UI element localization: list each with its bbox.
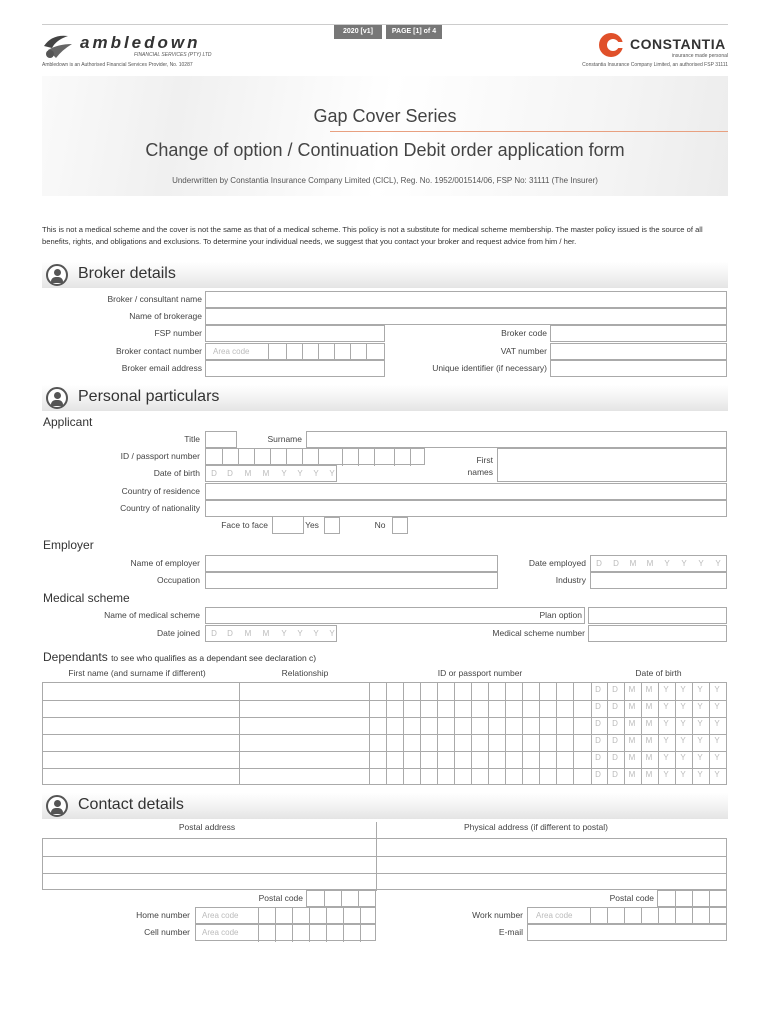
label-brokerage: Name of brokerage (129, 311, 202, 321)
date-placeholder-char: D (612, 685, 618, 694)
grid-divider (410, 449, 411, 466)
nationality-input[interactable] (205, 500, 727, 517)
form-title: Change of option / Continuation Debit order application form (145, 140, 625, 160)
grid-divider (360, 925, 361, 942)
dependants-heading (43, 650, 316, 664)
date-placeholder-char: Y (697, 702, 703, 711)
grid-divider (658, 682, 659, 784)
date-placeholder-char: Y (329, 629, 335, 638)
label-physical-code: Postal code (609, 893, 654, 903)
date-placeholder-char: Y (680, 770, 686, 779)
grid-divider (43, 873, 726, 874)
grid-divider (358, 449, 359, 466)
grid-divider (692, 682, 693, 784)
industry-input[interactable] (590, 572, 727, 589)
work-input[interactable]: Area code (527, 907, 727, 924)
date-placeholder-char: M (645, 685, 653, 694)
grid-divider (292, 925, 293, 942)
occupation-input[interactable] (205, 572, 498, 589)
broker-section-header (42, 262, 728, 288)
grid-divider (675, 891, 676, 908)
grid-divider (539, 683, 540, 785)
grid-divider (302, 449, 303, 466)
grid-divider (573, 683, 574, 785)
grid-divider (286, 344, 287, 361)
grid-divider (302, 344, 303, 361)
date-placeholder-char: M (646, 559, 654, 568)
medical-heading: Medical scheme (43, 591, 130, 605)
no-checkbox[interactable] (392, 517, 408, 534)
grid-divider (607, 682, 608, 784)
date-placeholder-char: Y (714, 753, 720, 762)
grid-divider (343, 925, 344, 942)
date-placeholder-char: D (595, 719, 601, 728)
first-names-input[interactable] (497, 448, 727, 482)
series-title: Gap Cover Series (313, 106, 457, 126)
date-placeholder-char: Y (714, 702, 720, 711)
grid-divider (341, 891, 342, 908)
applicant-heading: Applicant (43, 415, 93, 429)
grid-divider (692, 891, 693, 908)
grid-divider (326, 908, 327, 925)
label-no: No (374, 520, 386, 530)
label-fsp: FSP number (154, 328, 202, 338)
grid-divider (360, 908, 361, 925)
label-residence: Country of residence (121, 486, 200, 496)
date-placeholder-char: D (612, 702, 618, 711)
vat-input[interactable] (550, 343, 727, 360)
date-placeholder-char: M (628, 702, 636, 711)
person-icon (46, 387, 68, 409)
id-input[interactable] (205, 448, 425, 465)
personal-section-header (42, 385, 728, 411)
grid-divider (222, 449, 223, 466)
date-placeholder-char: Y (697, 736, 703, 745)
address-block[interactable] (42, 838, 727, 890)
date-placeholder-char: D (595, 736, 601, 745)
label-contact: Broker contact number (116, 346, 202, 356)
date-placeholder-char: Y (680, 719, 686, 728)
date-placeholder-char: D (612, 770, 618, 779)
broker-icon (46, 264, 68, 286)
residence-input[interactable] (205, 483, 727, 500)
date-placeholder-char: Y (714, 736, 720, 745)
col-first-name: First name (and surname if different) (68, 668, 206, 678)
scheme-number-input[interactable] (588, 625, 727, 642)
grid-divider (403, 683, 404, 785)
grid-divider (343, 908, 344, 925)
employer-input[interactable] (205, 555, 498, 572)
grid-divider (658, 908, 659, 925)
grid-divider (420, 683, 421, 785)
grid-divider (318, 449, 319, 466)
grid-divider (270, 449, 271, 466)
grid-divider (624, 908, 625, 925)
grid-divider (641, 682, 642, 784)
broker-code-input[interactable] (550, 325, 727, 342)
grid-divider (709, 908, 710, 925)
grid-divider (437, 683, 438, 785)
date-placeholder-char: M (628, 719, 636, 728)
date-placeholder-char: Y (697, 685, 703, 694)
broker-email-input[interactable] (205, 360, 385, 377)
label-joined: Date joined (156, 628, 200, 638)
label-employer: Name of employer (130, 558, 200, 568)
date-placeholder-char: Y (664, 559, 670, 568)
grid-divider (675, 682, 676, 784)
ambledown-mark-icon (42, 32, 76, 60)
date-placeholder-char: Y (297, 629, 303, 638)
date-placeholder-char: D (613, 559, 619, 568)
date-placeholder-char: Y (715, 559, 721, 568)
date-placeholder-char: Y (313, 469, 319, 478)
grid-divider (318, 344, 319, 361)
date-placeholder-char: Y (680, 753, 686, 762)
date-placeholder-char: Y (697, 753, 703, 762)
constantia-mark-icon (598, 32, 626, 58)
date-placeholder-char: M (645, 753, 653, 762)
contact-email-input[interactable] (527, 924, 727, 941)
grid-divider (505, 683, 506, 785)
title-rule (330, 131, 728, 132)
broker-title: Broker details (78, 265, 176, 282)
grid-divider (624, 682, 625, 784)
label-surname: Surname (267, 434, 302, 444)
date-placeholder-char: M (645, 770, 653, 779)
date-placeholder-char: M (262, 469, 270, 478)
date-placeholder-char: Y (680, 685, 686, 694)
date-placeholder-char: Y (663, 685, 669, 694)
date-placeholder-char: D (612, 719, 618, 728)
grid-divider (675, 908, 676, 925)
date-placeholder-char: Y (313, 629, 319, 638)
ambledown-logo (42, 30, 242, 64)
label-date-employed: Date employed (528, 558, 586, 568)
label-consultant: Broker / consultant name (107, 294, 202, 304)
label-first: First (476, 455, 493, 465)
title-input[interactable] (205, 431, 237, 448)
date-placeholder-char: Y (714, 685, 720, 694)
col-id: ID or passport number (437, 668, 523, 678)
label-postal: Postal address (178, 822, 236, 832)
date-placeholder-char: M (262, 629, 270, 638)
grid-divider (394, 449, 395, 466)
date-placeholder-char: M (244, 469, 252, 478)
postal-code-input[interactable] (306, 890, 376, 907)
date-placeholder-char: Y (680, 702, 686, 711)
label-face: Face to face (221, 520, 268, 530)
date-placeholder-char: Y (714, 719, 720, 728)
contact-section-header (42, 793, 728, 819)
label-title: Title (184, 434, 200, 444)
date-placeholder-char: M (628, 736, 636, 745)
grid-divider (43, 856, 726, 857)
constantia-logo (598, 32, 728, 62)
date-placeholder-char: M (244, 629, 252, 638)
label-uid: Unique identifier (if necessary) (432, 363, 547, 373)
dependants-title: Dependants (43, 650, 108, 664)
grid-divider (258, 908, 259, 925)
personal-title: Personal particulars (78, 388, 220, 405)
consultant-input[interactable] (205, 291, 727, 308)
disclaimer: This is not a medical scheme and the cover is not the same as that of a medical scheme. This policy is not a substitute for medical scheme membership. The master policy issued is the source of all benefits, rights, and obligations and exclusions. To determine your individual needs, we suggest that you contact your broker and request advice from him / her. (42, 225, 703, 246)
grid-divider (556, 683, 557, 785)
date-placeholder-char: M (645, 736, 653, 745)
date-placeholder-char: Y (698, 559, 704, 568)
grid-divider (376, 822, 377, 891)
date-placeholder-char: D (612, 736, 618, 745)
label-scheme-number: Medical scheme number (492, 628, 585, 638)
label-home: Home number (136, 910, 190, 920)
grid-divider (342, 449, 343, 466)
date-placeholder-char: Y (681, 559, 687, 568)
grid-divider (709, 891, 710, 908)
date-placeholder-char: Y (697, 719, 703, 728)
underwritten-text: Underwritten by Constantia Insurance Company Limited (CICL), Reg. No. 1952/001514/06, FSP No: 31111 (The Insurer) (172, 176, 598, 185)
grid-divider (292, 908, 293, 925)
constantia-tag: insurance made personal (671, 53, 728, 59)
date-employed-input[interactable] (590, 555, 727, 572)
ambledown-fsp: Ambledown is an Authorised Financial Services Provider, No. 10287 (42, 62, 193, 68)
label-vat: VAT number (500, 346, 547, 356)
constantia-fsp: Constantia Insurance Company Limited, an authorised FSP 31111 (582, 62, 728, 68)
surname-input[interactable] (306, 431, 727, 448)
grid-divider (692, 908, 693, 925)
brokerage-input[interactable] (205, 308, 727, 325)
cell-input[interactable]: Area code (195, 924, 376, 941)
joined-input[interactable] (205, 625, 337, 642)
date-placeholder-char: D (612, 753, 618, 762)
date-placeholder-char: M (628, 770, 636, 779)
top-rule (42, 24, 728, 25)
grid-divider (607, 908, 608, 925)
label-cell: Cell number (144, 927, 190, 937)
date-placeholder-char: D (596, 559, 602, 568)
grid-divider (238, 449, 239, 466)
date-placeholder-char: D (595, 770, 601, 779)
label-work: Work number (472, 910, 523, 920)
date-placeholder-char: Y (297, 469, 303, 478)
date-placeholder-char: Y (663, 736, 669, 745)
date-placeholder-char: M (628, 685, 636, 694)
label-yes: Yes (305, 520, 319, 530)
fsp-input[interactable] (205, 325, 385, 342)
label-postal-code: Postal code (258, 893, 303, 903)
date-placeholder-char: D (227, 629, 233, 638)
grid-divider (309, 908, 310, 925)
grid-divider (522, 683, 523, 785)
grid-divider (386, 683, 387, 785)
date-placeholder-char: D (211, 469, 217, 478)
employer-heading: Employer (43, 538, 94, 552)
date-placeholder-char: Y (714, 770, 720, 779)
ambledown-name: ambledown (80, 33, 201, 52)
date-placeholder-char: M (628, 753, 636, 762)
col-relationship: Relationship (281, 668, 329, 678)
dependants-dob-cells (590, 682, 727, 785)
date-placeholder-char: D (595, 685, 601, 694)
date-placeholder-char: Y (697, 770, 703, 779)
date-placeholder-char: Y (663, 770, 669, 779)
contact-input[interactable] (205, 343, 385, 360)
date-placeholder-char: M (645, 702, 653, 711)
contact-icon (46, 795, 68, 817)
date-placeholder-char: M (629, 559, 637, 568)
grid-divider (374, 449, 375, 466)
date-placeholder-char: Y (663, 719, 669, 728)
label-names: names (467, 467, 493, 477)
grid-divider (275, 908, 276, 925)
date-placeholder-char: Y (281, 629, 287, 638)
grid-divider (239, 683, 240, 785)
physical-code-input[interactable] (657, 890, 727, 907)
dob-input[interactable] (205, 465, 337, 482)
label-nationality: Country of nationality (120, 503, 200, 513)
grid-divider (369, 683, 370, 785)
grid-divider (454, 683, 455, 785)
grid-divider (268, 344, 269, 361)
date-placeholder-char: Y (663, 702, 669, 711)
label-email: Broker email address (121, 363, 202, 373)
date-placeholder-char: D (211, 629, 217, 638)
grid-divider (326, 925, 327, 942)
label-industry: Industry (555, 575, 586, 585)
grid-divider (324, 891, 325, 908)
contact-title: Contact details (78, 796, 184, 813)
grid-divider (350, 344, 351, 361)
grid-divider (709, 682, 710, 784)
date-placeholder-char: M (645, 719, 653, 728)
yes-checkbox[interactable] (324, 517, 340, 534)
date-placeholder-char: Y (663, 753, 669, 762)
page-badge: PAGE [1] of 4 (386, 25, 442, 39)
grid-divider (358, 891, 359, 908)
grid-divider (254, 449, 255, 466)
grid-divider (275, 925, 276, 942)
label-id: ID / passport number (120, 451, 200, 461)
col-dob: Date of birth (635, 668, 682, 678)
label-physical: Physical address (if different to postal) (464, 822, 608, 832)
grid-divider (471, 683, 472, 785)
grid-divider (258, 925, 259, 942)
plan-input[interactable] (588, 607, 727, 624)
uid-input[interactable] (550, 360, 727, 377)
date-placeholder-char: Y (680, 736, 686, 745)
label-broker-code: Broker code (501, 328, 547, 338)
date-placeholder-char: D (595, 702, 601, 711)
date-placeholder-char: D (595, 753, 601, 762)
label-dob: Date of birth (153, 468, 200, 478)
grid-divider (488, 683, 489, 785)
grid-divider (309, 925, 310, 942)
date-placeholder-char: Y (329, 469, 335, 478)
date-placeholder-char: Y (281, 469, 287, 478)
grid-divider (366, 344, 367, 361)
label-plan: Plan option (539, 610, 582, 620)
label-scheme-name: Name of medical scheme (104, 610, 200, 620)
dependants-note: to see who qualifies as a dependant see declaration c) (111, 653, 317, 663)
label-contact-email: E-mail (498, 927, 523, 937)
ambledown-sub: FINANCIAL SERVICES (PTY) LTD (134, 52, 212, 58)
grid-divider (334, 344, 335, 361)
home-input[interactable]: Area code (195, 907, 376, 924)
constantia-name: CONSTANTIA (630, 36, 726, 52)
grid-divider (286, 449, 287, 466)
label-occupation: Occupation (157, 575, 200, 585)
grid-divider (590, 908, 591, 925)
area-code-placeholder: Area code (213, 347, 250, 356)
version-badge: 2020 [v1] (334, 25, 382, 39)
grid-divider (641, 908, 642, 925)
date-placeholder-char: D (227, 469, 233, 478)
